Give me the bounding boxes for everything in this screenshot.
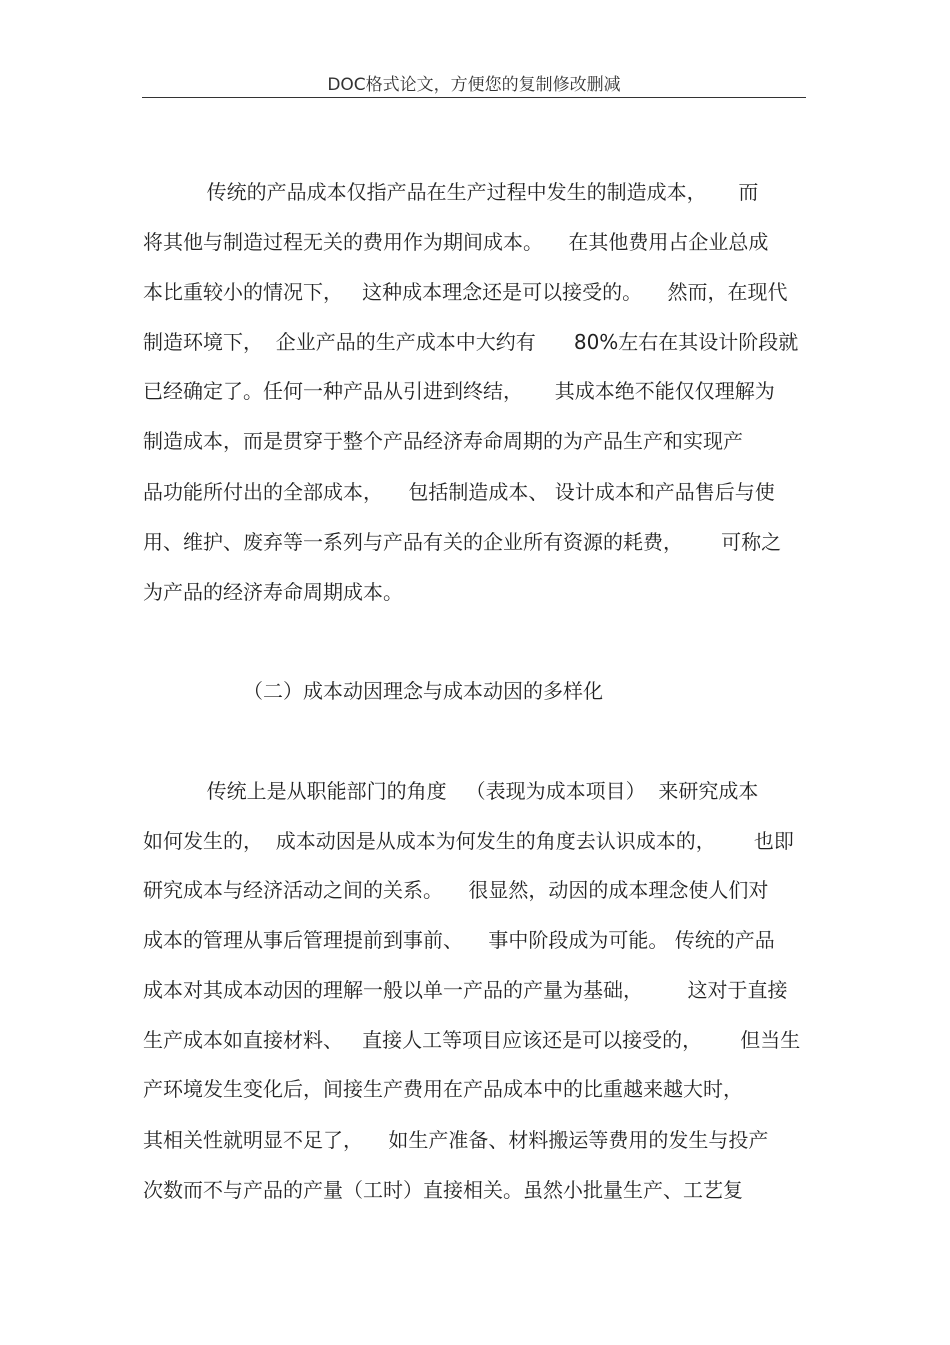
paragraph-line: 将其他与制造过程无关的费用作为期间成本。 在其他费用占企业总成 (143, 230, 769, 254)
paragraph-line: 传统的产品成本仅指产品在生产过程中发生的制造成本， 而 (143, 180, 759, 204)
paragraph-line: 生产成本如直接材料、 直接人工等项目应该还是可以接受的， 但当生 (143, 1028, 801, 1052)
paragraph-line: 如何发生的， 成本动因是从成本为何发生的角度去认识成本的， 也即 (143, 829, 794, 853)
paragraph-line: 为产品的经济寿命周期成本。 (143, 580, 403, 604)
paragraph-line: 成本对其成本动因的理解一般以单一产品的产量为基础， 这对于直接 (143, 978, 788, 1002)
paragraph-line: 传统上是从职能部门的角度 （表现为成本项目） 来研究成本 (143, 779, 759, 803)
paragraph-line: 研究成本与经济活动之间的关系。 很显然，动因的成本理念使人们对 (143, 878, 769, 902)
page-header: DOC格式论文，方便您的复制修改删减 (327, 75, 621, 95)
header-divider (142, 97, 806, 98)
paragraph-line: 制造环境下， 企业产品的生产成本中大约有 80%左右在其设计阶段就 (143, 330, 799, 354)
paragraph-line: 次数而不与产品的产量（工时）直接相关。虽然小批量生产、工艺复 (143, 1178, 743, 1202)
paragraph-line: 用、维护、废弃等一系列与产品有关的企业所有资源的耗费， 可称之 (143, 530, 782, 554)
paragraph-line: 产环境发生变化后，间接生产费用在产品成本中的比重越来越大时， (143, 1077, 743, 1101)
paragraph-line: 其相关性就明显不足了， 如生产准备、材料搬运等费用的发生与投产 (143, 1128, 769, 1152)
paragraph-line: 品功能所付出的全部成本， 包括制造成本、 设计成本和产品售后与使 (143, 480, 775, 504)
paragraph-line: 本比重较小的情况下， 这种成本理念还是可以接受的。 然而，在现代 (143, 280, 788, 304)
paragraph-line: 成本的管理从事后管理提前到事前、 事中阶段成为可能。 传统的产品 (143, 928, 775, 952)
section-heading: （二）成本动因理念与成本动因的多样化 (243, 679, 603, 703)
paragraph-line: 制造成本，而是贯穿于整个产品经济寿命周期的为产品生产和实现产 (143, 429, 743, 453)
paragraph-line: 已经确定了。任何一种产品从引进到终结， 其成本绝不能仅仅理解为 (143, 379, 775, 403)
